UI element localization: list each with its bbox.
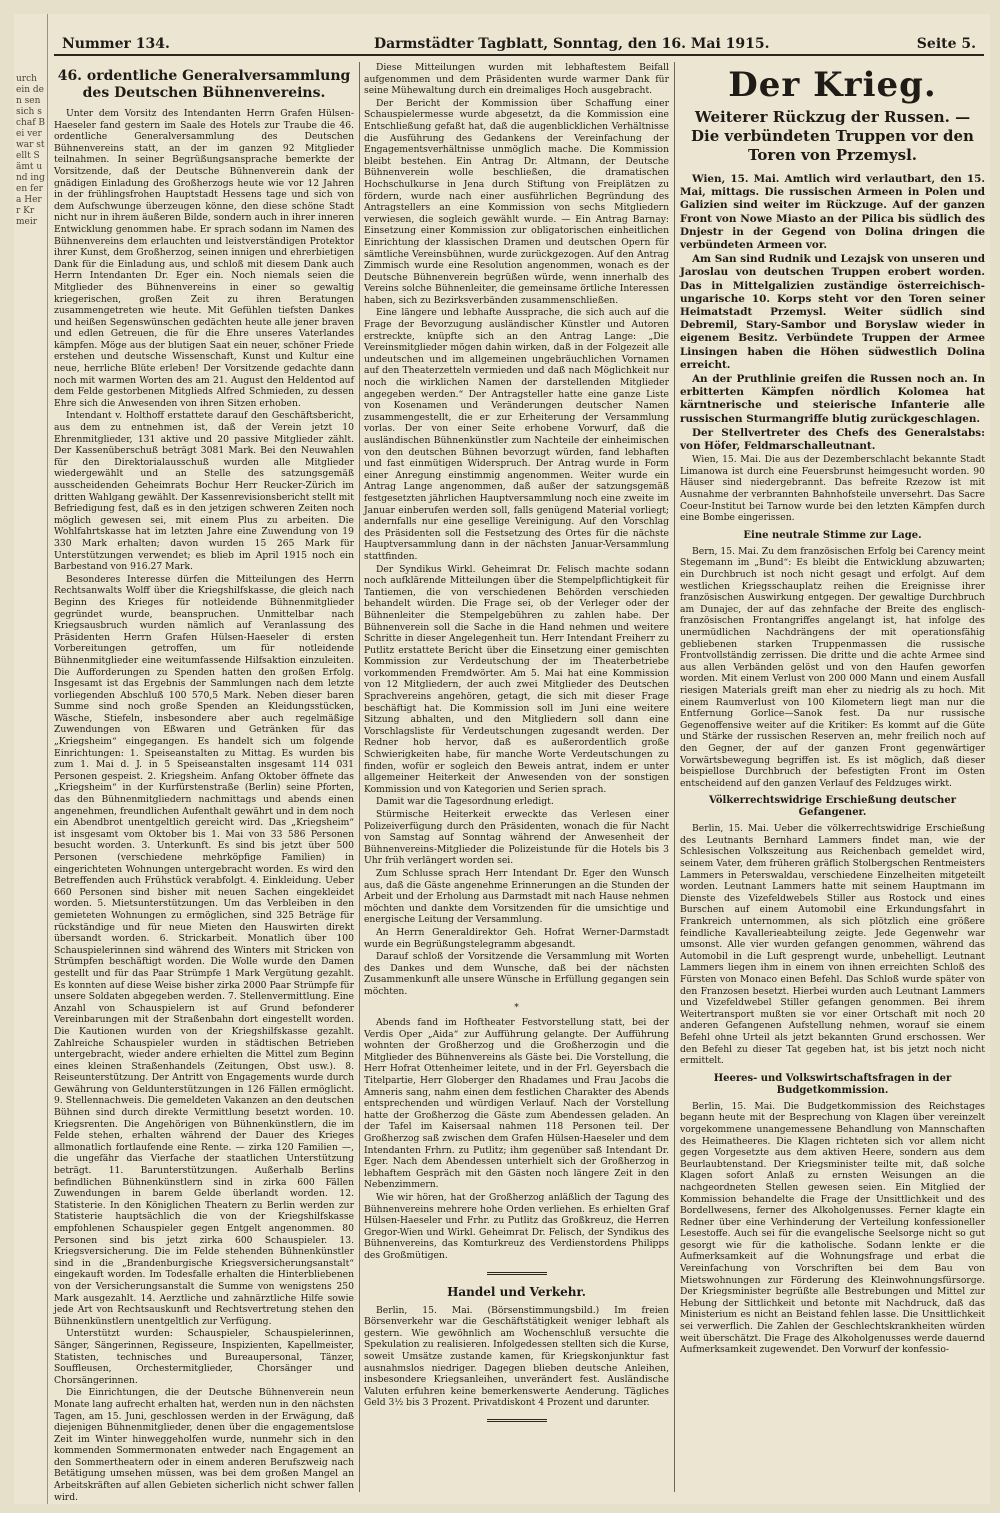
- column-rule: [674, 62, 675, 1492]
- section-subtitle: Weiterer Rückzug der Russen. — Die verbündeten Truppen vor den Toren von Przemysl.: [691, 108, 974, 164]
- page-number: Seite 5.: [916, 36, 976, 52]
- section-title-krieg: Der Krieg.: [728, 65, 937, 105]
- masthead: [54, 24, 984, 56]
- article-paragraph: Berlin, 15. Mai. Ueber die völkerrechtswidrige Erschießung des Leutnants Bernhard Lammers findet man, wie der Schlesischen Volkszeitung aus Reichenbach gemeldet wird, seinem Vater, dem früheren gräflich Stolbergschen Rentmeisters Lammers in Peterswaldau, verschiedene Einzelheiten mitgeteilt worden. Leutnant Lammers hatte mit seinem Hauptmann im Dienste des Vizefeldwebels Stiller aus Rostock und eines Burschen auf einem Automobil eine Erkundungsfahrt in Frankreich unternommen, als sich plötzlich eine größere feindliche Kavallerieabteilung zeigte. Jede Gegenwehr war umsonst. Alle vier wurden gefangen genommen, während das Automobil in die Luft gesprengt wurde, unbehelligt. Leutnant Lammers liegen ihm in einem von ihnen erreichten Schloß des Fürsten von Monaco einen Befehl. Das Schloß wurde später von den Franzosen besetzt. Hierbei wurden auch Leutnant Lammers und Vizefeldwebel Stiller gefangen genommen. Bei ihrem Weitertransport mußten sie vor einer Ortschaft mit noch 20 anderen Gefangenen Aufstellung nehmen, worauf sie einem Befehl ohne Urteil als jetzt bekannten Grund erschossen. Wer den Befehl zu dieser Tat gegeben hat, ist bis jetzt noch nicht ermittelt.: [680, 823, 985, 1067]
- adjacent-page-edge: urch ein den sen sich schaf Bei verwar stellt Sämt und ingen fer a Herr Kr meir: [14, 14, 48, 1504]
- article-paragraph: Berlin, 15. Mai. Die Budgetkommission des Reichstages begann heute mit der Besprechung von Klagen über vereinzelt vorgekommene unangemessene Behandlung von Mannschaften des Heimatheeres. Die Klagen richteten sich vor allem nicht gegen Vorgesetzte aus dem aktiven Heere, sondern aus dem Beurlaubtenstand. Der Kriegsminister teilte mit, daß solche Klagen sofort Anlaß zu ernsten Weisungen an die nachgeordneten Stellen gewesen seien. Ein Mitglied der Kommission behandelte die Frage der Unsittlichkeit und des Bordellwesens, ferner des Alkoholgenusses. Ferner klagte ein Redner über eine Verhinderung der Verteilung konfessioneller Lesestoffe. Auch sei für die evangelische Seelsorge nicht so gut gesorgt wie für die katholische. Sodann lenkte er die Aufmerksamkeit auf die Wohnungsfrage und erbat die Vereinfachung von Vorschriften bei dem Bau von Mietswohnungen zur Förderung des Kleinwohnungsfürsorge. Der Kriegsminister begrüßte alle Bestrebungen und Mittel zur Hebung der Sittlichkeit und betonte mit Nachdruck, daß das Ministerium es nicht an Beistand fehlen lasse. Die Unsittlichkeit sei verwerflich. Die Zahlen der Geschlechtskrankheiten würden weit überschätzt. Die Frage des Alkoholgenusses werde dauernd Aufmerksamkeit zugewendet. Den Vorwurf der konfessio-: [680, 1100, 985, 1356]
- article-paragraph: Zum Schlusse sprach Herr Intendant Dr. Eger den Wunsch aus, daß die Gäste angenehme Erinnerungen an die Stunden der Arbeit und der Erholung aus Darmstadt mit nach Hause nehmen möchten und dankte dem Vorsitzenden für die umsichtige und energische Leitung der Versammlung.: [364, 867, 669, 926]
- article-paragraph: Besonderes Interesse dürfen die Mitteilungen des Herrn Rechtsanwalts Wolff über die Kriegshilfskasse, die gleich nach Beginn des Krieges für notleidende Bühnenmitglieder gegründet wurde, beanspruchen. Unmittelbar nach Kriegsausbruch wurden nämlich auf Veranlassung des Präsidenten Herrn Grafen Hülsen-Haeseler di ersten Vorbereitungen getroffen, um für notleidende Bühnenmitglieder eine weitumfassende Hilfsaktion einzuleiten. Die Aufforderungen zu Spenden hatten den großen Erfolg. Insgesamt ist das Ergebnis der Sammlungen nach dem letzte vorliegenden Abschluß 100 570,5 Mark. Neben dieser baren Summe sind noch große Spenden an Kleidungsstücken, Wäsche, Stiefeln, insbesondere aber auch regelmäßige Zuwendungen von Eßwaren und Getränken für das „Kriegsheim“ eingegangen. Es handelt sich um folgende Einrichtungen: 1. Speiseanstalten zu Mittag. Es wurden bis zum 1. Mai d. J. in 5 Speiseanstalten insgesamt 114 031 Personen gespeist. 2. Kriegsheim. Anfang Oktober öffnete das „Kriegsheim“ in der Kurfürstenstraße (Berlin) seine Pforten, das den Bühnenmitgliedern nachmittags und abends einen angenehmen, freundlichen Aufenthalt gewährt und in dem noch ein Abendbrot unentgeltlich gereicht wird. Das „Kriegsheim“ ist insgesamt vom Oktober bis 1. Mai von 33 586 Personen besucht worden. 3. Unterkunft. Es sind bis jetzt über 500 Personen (verschiedene mehrköpfige Familien) in eingerichteten Wohnungen untergebracht worden. Es wird den Betreffenden auch Frühstück verabfolgt. 4. Einkleidung. Ueber 660 Personen sind bisher mit neuen Sachen eingekleidet worden. 5. Mietsunterstützungen. Um das Verbleiben in den gemieteten Wohnungen zu ermöglichen, sind 325 Beträge für rückständige und für neue Mieten den Hauswirten direkt übersandt worden. 6. Strickarbeit. Monatlich über 100 Schauspielerinnen sind während des Winters mit Stricken von Strümpfen beschäftigt worden. Die Wolle wurde den Damen gestellt und für das Paar Strümpfe 1 Mark Vergütung gezahlt. Es konnten auf diese Weise bisher zirka 2000 Paar Strümpfe für unsere Soldaten abgegeben werden. 7. Stellenvermittlung. Eine Anzahl von Schauspielern ist auf Grund befonderer Vereinbarungen mit der Straßenbahn dort eingestellt worden. Die Kautionen wurden von der Kriegshilfskasse gezahlt. Zahlreiche Schauspieler wurden in städtischen Betrieben untergebracht, wieder andere erhielten die Mittel zum Beginn eines kleinen Straßenhandels (Zeitungen, Obst usw.). 8. Reiseunterstützung. Der Antritt von Engagements wurde durch Gewährung von Geldunterstützungen in 126 Fällen ermöglicht. 9. Stellennachweis. Die gemeldeten Vakanzen an den deutschen Bühnen sind durch direkte Vermittlung besetzt worden. 10. Kriegsrenten. Die Angehörigen von Bühnenkünstlern, die im Felde stehen, erhalten während der Dauer des Krieges allmonatlich fortlaufende eine Rente. — zirka 120 Familien —, die ungefähr das Vierfache der staatlichen Unterstützung beträgt. 11. Barunterstützungen. Außerhalb Berlins befindlichen Bühnenkünstlern sind in zirka 600 Fällen Zuwendungen in barem Gelde überlandt worden. 12. Statisterie. In den Königlichen Theatern zu Berlin werden zur Statisterie hauptsächlich die von der Kriegshilfskasse empfohlenen Schauspieler gegen Entgelt angenommen. 80 Personen sind bis jetzt zirka 600 Schauspieler. 13. Kriegsversicherung. Die im Felde stehenden Bühnenkünstler sind in die „Brandenburgische Kriegsversicherungsanstalt“ eingekauft worden. Im Todesfalle erhalten die Hinterbliebenen von der Versicherungsanstalt die Summe von wenigstens 250 Mark ausgezahlt. 14. Aerztliche und zahnärztliche Hilfe sowie jede Art von Rechtsauskunft und Rechtsvertretung stehen den Bühnenkünstlern unentgeltlich zur Verfügung.: [54, 573, 354, 1327]
- article-paragraph: Am San sind Rudnik und Lezajsk von unseren und Jaroslau von deutschen Truppen erobert worden. Das in Mittelgalizien zuständige österreichisch-ungarische 10. Korps steht vor den Toren seiner Heimatstadt Przemysl. Weiter südlich sind Debremil, Stary-Sambor und Boryslaw wieder in eigenem Besitz. Verbündete Truppen der Armee Linsingen haben die Höhen südwestlich Dolina erreicht.: [680, 253, 985, 371]
- article-paragraph: Abends fand im Hoftheater Festvorstellung statt, bei der Verdis Oper „Aida“ zur Aufführung gelangte. Der Aufführung wohnten der Großherzog und die Großherzogin und die Mitglieder des Bühnenvereins als Gäste bei. Die Vorstellung, die Herr Hofrat Ottenheimer leitete, und in der Frl. Geyersbach die Titelpartie, Herr Globerger den Rhadames und Frau Jacobs die Amneris sang, nahm einen dem festlichen Charakter des Abends entsprechenden und würdigen Verlauf. Nach der Vorstellung hatte der Großherzog die Gäste zum Abendessen geladen. An der Tafel im Kaisersaal nahmen 118 Personen teil. Der Großherzog saß zwischen dem Grafen Hülsen-Haeseler und dem Intendanten Frhrn. zu Putlitz; ihm gegenüber saß Intendant Dr. Eger. Nach dem Abendessen unterhielt sich der Großherzog in lebhaftem Gespräch mit den Gästen noch längere Zeit in den Nebenzimmern.: [364, 1017, 669, 1191]
- article-paragraph: Der Syndikus Wirkl. Geheimrat Dr. Felisch machte sodann noch aufklärende Mitteilungen über die Stempelpflichtigkeit für Tantiemen, die von verschiedenen Behörden verschieden behandelt würden. Die Frage sei, ob der Verleger oder der Bühnenleiter die Stempelgebühren zu zahlen habe. Der Bühnenverein soll die Sache in die Hand nehmen und weitere Schritte in dieser Angelegenheit tun. Herr Intendant Freiherr zu Putlitz erstattete Bericht über die Einsetzung einer gemischten Kommission zur Verdeutschung der im Theaterbetriebe vorkommenden Fremdwörter. Am 5. Mai hat eine Kommission von 12 Mitgliedern, der auch zwei Mitglieder des Deutschen Sprachvereins angehören, getagt, die sich mit dieser Frage beschäftigt hat. Die Kommission soll im Juni eine weitere Sitzung abhalten, und den Mitgliedern soll dann eine Vorschlagsliste für Verdeutschungen zugesandt werden. Der Redner hob hervor, daß es außerordentlich große Schwierigkeiten habe, für manche Worte Verdeutschungen zu finden, wofür er sogleich den Beweis antrat, indem er unter allgemeiner Heiterkeit der Anwesenden von der sonstigen Kommission und von Kategorien und Serien sprach.: [364, 563, 669, 795]
- section-headline: Handel und Verkehr.: [447, 1284, 586, 1299]
- article-paragraph: Intendant v. Holthoff erstattete darauf den Geschäftsbericht, aus dem zu entnehmen ist, daß der Verein jetzt 10 Ehrenmitglieder, 131 aktive und 20 passive Mitglieder zählt. Der Kassenüberschuß beträgt 3081 Mark. Bei den Neuwahlen für den Direktorialausschuß wurden alle Mitglieder wiedergewählt und an Stelle des satzungsgemäß ausscheidenden Geheimrats Bochur Herr Reucker-Zürich im dritten Wahlgang gewählt. Der Kassenrevisionsbericht stellt mit Befriedigung fest, daß es in den jetzigen schweren Zeiten noch möglich gewesen sei, mit einem Plus zu arbeiten. Die Wohlfahrtskasse hat im letzten Jahre eine Zuwendung von 19 330 Mark erhalten; davon wurden 15 265 Mark für Unterstützungen verwendet; es blieb im April 1915 noch ein Barbestand von 916.27 Mark.: [54, 410, 354, 573]
- article-paragraph: An Herrn Generaldirektor Geh. Hofrat Werner-Darmstadt wurde ein Begrüßungstelegramm abgesandt.: [364, 926, 669, 950]
- official-report: [680, 173, 985, 453]
- column-right: [680, 62, 985, 1492]
- section-separator: *: [514, 1001, 519, 1013]
- article-paragraph: An der Pruthlinie greifen die Russen noch an. In erbitterten Kämpfen nördlich Kolomea hat kärntnerische und steierische Infanterie alle russischen Sturmangriffe blutig zurückgeschlagen.: [680, 373, 985, 425]
- column-left: [54, 62, 354, 1503]
- article-paragraph: Unter dem Vorsitz des Intendanten Herrn Grafen Hülsen-Haeseler fand gestern im Saale des Hotels zur Traube die 46. ordentliche Generalversammlung des Deutschen Bühnenvereins statt, an der im ganzen 92 Mitglieder teilnahmen. In seiner Begrüßungsansprache bemerkte der Vorsitzende, daß der Deutsche Bühnenverein dank der gnädigen Einladung des Großherzogs heute wie vor 12 Jahren in der frühlingsfrohen Hauptstadt Hessens tage und sich von dem Aufschwunge überzeugen könne, den diese schöne Stadt nicht nur in ihrem äußeren Bilde, sondern auch in ihrer inneren Entwicklung genommen habe. Er sprach sodann im Namen des Bühnenvereins dem erlauchten und leistverständigen Protektor ihrer Kunst, dem Großherzog, seinen innigen und ehrerbietigen Dank für die Einladung aus, und schloß mit diesem Dank auch Herrn Intendanten Dr. Eger ein. Noch niemals seien die Mitglieder des Bühnenvereins in einer so gewaltig kriegerischen, großen Zeit zu ihren Beratungen zusammengetreten wie heute. Mit Gefühlen tiefsten Dankes und heißen Segenswünschen gedächten heute alle jener braven und edlen Getreuen, die für die Ehre unseres Vaterlandes kämpfen. Möge aus der blutigen Saat ein neuer, schöner Friede erstehen und deutsche Wissenschaft, Kunst und Kultur eine neue, herrliche Blüte erleben! Der Vorsitzende gedachte dann noch mit warmen Worten des am 21. August den Heldentod auf dem Felde gestorbenen Mitglieds Alfred Schmieden, zu dessen Ehre sich die Anwesenden von ihren Sitzen erhoben.: [54, 108, 354, 409]
- article-paragraph: Stürmische Heiterkeit erweckte das Verlesen einer Polizeiverfügung durch den Präsidenten, wonach die für Nacht von Samstag auf Sonntag während der Anwesenheit der Bühnenvereins-Mitglieder die Polizeistunde für die Hotels bis 3 Uhr früh verlängert worden sei.: [364, 809, 669, 867]
- article-paragraph: Diese Mitteilungen wurden mit lebhaftestem Beifall aufgenommen und dem Präsidenten wurde warmer Dank für seine Mühewaltung durch ein dreimaliges Hoch ausgebracht.: [364, 62, 669, 97]
- section-headline: Eine neutrale Stimme zur Lage.: [743, 529, 922, 541]
- newspaper-page: [14, 14, 990, 1504]
- article-paragraph: Die Einrichtungen, die der Deutsche Bühnenverein neun Monate lang aufrecht erhalten hat, werden nun in den nächsten Tagen, am 15. Juni, geschlossen werden in der Erwägung, daß diejenigen Bühnenmitglieder, denen über die engagementslose Zeit im Winter hinweggeholfen wurde, nunmehr sich in den kommenden Sommermonaten entweder nach Engagement an den Sommertheatern oder in einem anderen Berufszweig nach Betätigung umsehen müssen, was bei dem großen Mangel an Arbeitskräften auf allen Gebieten sicherlich nicht schwer fallen wird.: [54, 1387, 354, 1503]
- article-paragraph: Bern, 15. Mai. Zu dem französischen Erfolg bei Carency meint Stegemann im „Bund“: Es bleibt die Entwicklung abzuwarten; ein Durchbruch ist noch nicht gesagt und erfolgt. Auf dem westlichen Kriegsschauplatz reihen die Ereignisse ihrer französischen Auswirkung entgegen. Der gewaltige Durchbruch am Dunajec, der auf das zehnfache der Breite des englisch-französischen Frontangriffes angelangt ist, hat infolge des unermüdlichen Nachdrängens der mit operationsfähig gebliebenen starken Truppenmassen die russische Frontvollständig zerrissen. Die dritte und die achte Armee sind aus allen Verbänden gelöst und von den Haufen geworfen worden. Mit einem Verlust von 200 000 Mann und einem Ausfall riesigen Materials greift man eher zu niedrig als zu hoch. Mit einem Raumverlust von 100 Kilometern liegt man nur die Entfernung Gorlice—Sanok fest. Da nur russische Gegenoffensive weiter auf die Kritiker: Es kommt auf die Güte und Stärke der russischen Reserven an, mehr freilich noch auf den Gegner, der auf der ganzen Front gegenwärtiger Vorwärtsbewegung begriffen ist. Es ist möglich, daß dieser beispiellose Durchbruch der befestigten Front im Osten entscheidend auf den ganzen Verlauf des Feldzuges wirkt.: [680, 545, 985, 789]
- section-headline: Völkerrechtswidrige Erschießung deutscher Gefangener.: [709, 795, 956, 819]
- article-paragraph: Der Bericht der Kommission über Schaffung einer Schauspielermesse wurde abgesetzt, da die Kommission eine Entschließung gefaßt hat, daß die augenblicklichen Verhältnisse die Ausführung des Gedankens der Vereinfachung der Engagementsverhältnisse unmöglich mache. Die Kommission bleibt bestehen. Ein Antrag Dr. Altmann, der Deutsche Bühnenverein wolle beschließen, die dramatischen Hochschulkurse in Jena durch Stiftung von Freiplätzen zu fördern, wurde nach einer ausführlichen Begründung des Antragstellers an eine Kommission von sechs Mitgliedern verwiesen, die sogleich gewählt wurde. — Ein Antrag Barnay: Einsetzung einer Kommission zur obligatorischen einheitlichen Einrichtung der klassischen Dramen und deutschen Opern für sämtliche Vereinsbühnen, wurde zurückgezogen. Auf den Antrag Zimmisch wurde eine Resolution angenommen, wonach es der Deutsche Bühnenverein begrüßen würde, wenn innerhalb des Vereins solche Bühnenleiter, die gemeinsame örtliche Interessen haben, sich zu Bezirksverbänden zusammenschließen.: [364, 97, 669, 306]
- divider: [487, 1272, 547, 1275]
- article-paragraph: Wie wir hören, hat der Großherzog anläßlich der Tagung des Bühnenvereins mehrere hohe Orden verliehen. Es erhielten Graf Hülsen-Haeseler und Frhr. zu Putlitz das Großkreuz, die Herren Gregor-Wien und Wirkl. Geheimrat Dr. Felisch, der Syndikus des Bühnenvereins, das Komturkreuz des Verdienstordens Philipps des Großmütigen.: [364, 1192, 669, 1261]
- paper-title-date: Darmstädter Tagblatt, Sonntag, den 16. Mai 1915.: [374, 36, 770, 52]
- article-headline: 46. ordentliche Generalversammlung des Deutschen Bühnenvereins.: [57, 68, 351, 101]
- column-middle: [364, 62, 669, 1492]
- article-paragraph: Wien, 15. Mai. Die aus der Dezemberschlacht bekannte Stadt Limanowa ist durch eine Feuersbrunst heimgesucht worden. 90 Häuser sind niedergebrannt. Das befreite Rzezow ist mit Ausnahme der verbrannten Bahnhofsteile unversehrt. Das Sacre Coeur-Institut bei Tarnow wurde bei den letzten Kämpfen durch eine Bombe eingerissen.: [680, 454, 985, 524]
- column-rule: [359, 62, 360, 1492]
- article-paragraph: Berlin, 15. Mai. (Börsenstimmungsbild.) Im freien Börsenverkehr war die Geschäftstätigkeit weniger lebhaft als gestern. Wie gewöhnlich am Wochenschluß versuchte die Spekulation zu realisieren. Infolgedessen stellten sich die Kurse, soweit Umsätze zustande kamen, für Kriegskonjunktur fast ausnahmslos niedriger. Dagegen blieben deutsche Anleihen, insbesondere Kriegsanleihen, unverändert fest. Ausländische Valuten erfuhren keine bemerkenswerte Aenderung. Tägliches Geld 3½ bis 3 Prozent. Privatdiskont 4 Prozent und darunter.: [364, 1304, 669, 1409]
- article-paragraph: Darauf schloß der Vorsitzende die Versammlung mit Worten des Dankes und dem Wunsche, daß bei der nächsten Zusammenkunft alle unsere Wünsche in Erfüllung gegangen sein möchten.: [364, 951, 669, 997]
- article-paragraph: Der Stellvertreter des Chefs des Generalstabs: von Höfer, Feldmarschalleutnant.: [680, 426, 985, 453]
- section-headline: Heeres- und Volkswirtschaftsfragen in der Budgetkommission.: [713, 1072, 952, 1096]
- article-paragraph: Damit war die Tagesordnung erledigt.: [376, 796, 554, 808]
- article-paragraph: Wien, 15. Mai. Amtlich wird verlautbart, den 15. Mai, mittags. Die russischen Armeen in Polen und Galizien sind weiter im Rückzuge. Auf der ganzen Front von Nowe Miasto an der Pilica bis südlich des Dnjestr in der Gegend von Dolina dringen die verbündeten Armeen vor.: [680, 173, 985, 252]
- issue-number: Nummer 134.: [62, 36, 170, 52]
- divider: [487, 1419, 547, 1422]
- article-paragraph: Unterstützt wurden: Schauspieler, Schauspielerinnen, Sänger, Sängerinnen, Regisseure, Inspizienten, Kapellmeister, Statisten, technisches und Bureaupersonal, Tänzer, Souffleusen, Orchestermitglieder, Chorsänger und Chorsängerinnen.: [54, 1328, 354, 1386]
- article-paragraph: Eine längere und lebhafte Aussprache, die sich auch auf die Frage der Bevorzugung ausländischer Künstler und Autoren erstreckte, knüpfte sich an den Antrag Lange: „Die Vereinsmitglieder mögen dahin wirken, daß in der Folgezeit alle undeutschen und im allgemeinen ungebräuchlichen Vornamen auf den Theaterzetteln vermieden und daß nach Möglichkeit nur noch die wirklichen Namen der darstellenden Mitglieder angegeben werden.“ Der Antragsteller hatte eine ganze Liste von Kosenamen und Veränderungen deutscher Namen zusammengestellt, die er zur Erheiterung der Versammlung vorlas. Der von einer Seite erhobene Vorwurf, daß die ausländischen Bühnenkünstler zum Nachteile der einheimischen von den deutschen Bühnen bevorzugt würden, fand lebhaften und fast einmütigen Widerspruch. Der Antrag wurde in Form einer Anregung einstimmig angenommen. Weiter wurde ein Antrag Lange angenommen, daß außer der satzungsgemäß festgesetzten jährlichen Hauptversammlung noch eine zweite im Januar einberufen werden soll, falls genügend Material vorliegt; andernfalls nur eine gesellige Vereinigung. Auf den Vorschlag des Präsidenten soll die Festsetzung des Ortes für die nächste Hauptversammlung dann in der nächsten Januar-Versammlung stattfinden.: [364, 307, 669, 562]
